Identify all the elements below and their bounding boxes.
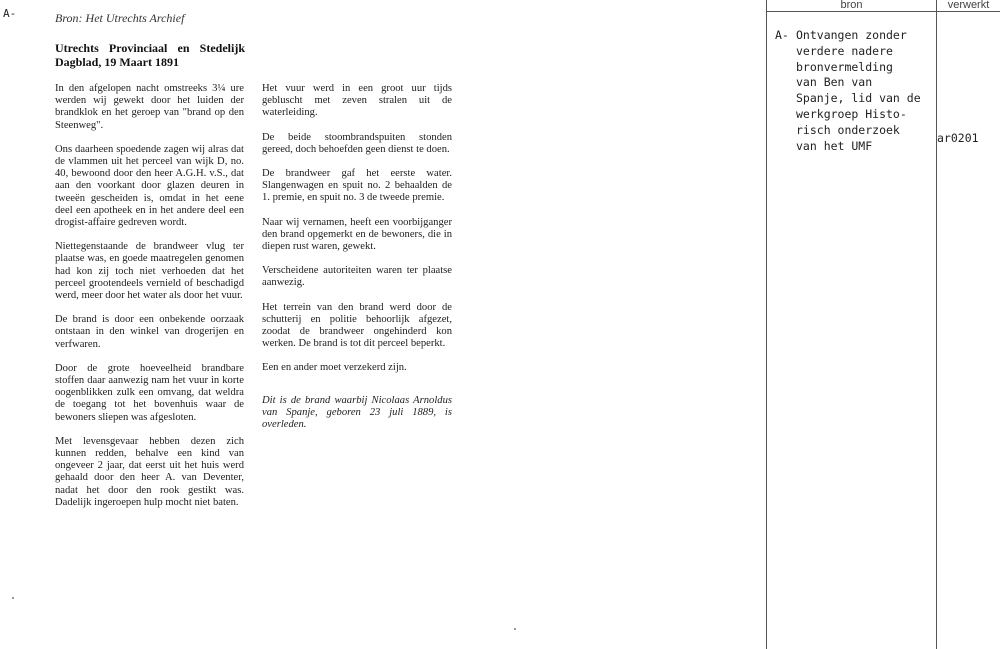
paragraph-gap [262, 120, 452, 132]
bron-note-line: van het UMF [796, 138, 873, 153]
bron-note-line: werkgroep Histo- [796, 106, 907, 121]
paragraph-gap [55, 132, 244, 144]
article-right-column [262, 83, 452, 375]
card-marker: A- [775, 28, 789, 42]
article-paragraph: Het vuur werd in een groot uur tijds gebluscht met zeven stralen uit de waterleiding. [262, 83, 452, 119]
card-top-rule [766, 11, 1000, 12]
paragraph-gap [55, 302, 244, 314]
editorial-note: Dit is de brand waarbij Nicolaas Arnoldus van Spanje, geboren 23 juli 1889, is overleden. [262, 395, 452, 431]
verwerkt-code: ar0201 [937, 131, 979, 145]
column-header-verwerkt: verwerkt [947, 0, 990, 11]
bron-note-line: Spanje, lid van de [796, 91, 921, 106]
article-paragraph: Met levensgevaar hebben dezen zich kunnen redden, behalve een kind van ongeveer 2 jaar, dat eerst uit het huis werd gehaald door den heer A. van Deventer, nadat het door den rook gestikt was. Dadelijk ingeroepen hulp mocht niet baten. [55, 435, 244, 508]
paragraph-gap [262, 290, 452, 302]
article-left-column [55, 83, 244, 509]
article-paragraph: Een en ander moet verzekerd zijn. [262, 362, 407, 374]
card-left-border [766, 0, 767, 649]
article-paragraph: Door de grote hoeveelheid brandbare stoffen daar aanwezig nam het vuur in korte oogenblikken zulk een omvang, dat weldra de toegang tot het bovenhuis waar de bewoners sliepen was afgesloten. [55, 362, 244, 423]
article-paragraph: De brandweer gaf het eerste water. Slangenwagen en spuit no. 2 behaalden de 1. premie, en spuit no. 3 de tweede premie. [262, 168, 452, 204]
article-paragraph: In den afgelopen nacht omstreeks 3¼ ure werden wij gewekt door het luiden der brandklok en het geroep van "brand op den Steenweg". [55, 83, 244, 131]
column-header-bron: bron [840, 0, 863, 11]
bron-note [796, 28, 936, 154]
article-paragraph: Het terrein van den brand werd door de schutterij en politie behoorlijk afgezet, zoodat de brandweer ongehinderd kon werken. De brand is tot dit perceel beperkt. [262, 301, 452, 350]
page-marker: A- [3, 7, 17, 20]
scan-speck [12, 597, 14, 599]
article-paragraph: De beide stoombrandspuiten stonden gereed, doch behoefden geen dienst te doen. [262, 131, 452, 155]
article-paragraph: Ons daarheen spoedende zagen wij alras dat de vlammen uit het perceel van wijk D, no. 40, bewoond door den heer A.G.H. v.S., dat aan den voorkant door glazen deuren in tweeën gescheiden is, omdat in het eene deel een apotheek en in het andere deel een drogist-affaire gedreven wordt. [55, 143, 244, 229]
article-paragraph: Naar wij vernamen, heeft een voorbijganger den brand opgemerkt en de bewoners, die in diepen rust waren, gewekt. [262, 216, 452, 253]
source-line: Bron: Het Utrechts Archief [55, 11, 185, 25]
paragraph-gap [55, 351, 244, 363]
bron-note-line: risch onderzoek [796, 122, 900, 137]
paragraph-gap [262, 205, 452, 217]
paragraph-gap [55, 229, 244, 241]
card-column-divider [936, 0, 937, 649]
bron-note-line: verdere nadere [796, 43, 893, 58]
article-paragraph: Verscheidene autoriteiten waren ter plaatse aanwezig. [262, 265, 452, 289]
scan-speck [514, 628, 516, 630]
bron-note-line: bronvermelding [796, 59, 893, 74]
article-paragraph: Niettegenstaande de brandweer vlug ter plaatse was, en goede maatregelen genomen had kon zij toch niet verhoeden dat het perceel grootendeels vernield of beschadigd werd, meer door het water als door het vuur. [55, 241, 244, 302]
bron-note-line: Ontvangen zonder [796, 28, 907, 42]
bron-note-line: van Ben van [796, 75, 873, 90]
article-paragraph: De brand is door een onbekende oorzaak ontstaan in den winkel van drogerijen en verfwaren. [55, 314, 244, 350]
paragraph-gap [55, 424, 244, 436]
paragraph-gap [262, 253, 452, 265]
paragraph-gap [262, 350, 452, 362]
article-headline: Utrechts Provinciaal en Stedelijk Dagblad, 19 Maart 1891 [55, 41, 245, 69]
paragraph-gap [262, 156, 452, 168]
